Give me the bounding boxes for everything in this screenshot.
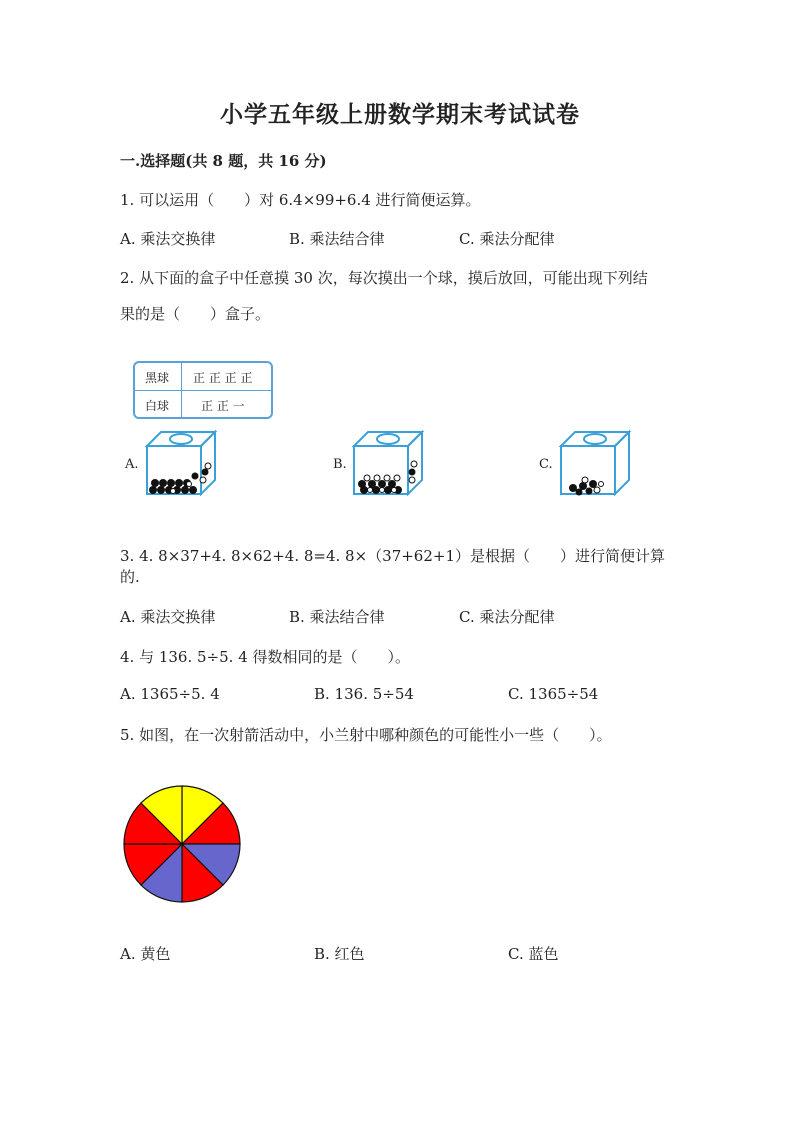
- question-3-option-b: B. 乘法结合律: [289, 608, 385, 626]
- target-wheel-image: [122, 784, 242, 904]
- question-3-text-line1: 3. 4. 8×37+4. 8×62+4. 8=4. 8×（37+62+1）是根据（ ）进行简便计算: [120, 547, 666, 565]
- tally-marks: 正 正 一: [201, 399, 245, 413]
- question-3-option-a: A. 乘法交换律: [120, 608, 216, 626]
- box-label-c: C.: [539, 457, 553, 472]
- tally-row-white: [135, 391, 271, 418]
- question-1-option-b: B. 乘法结合律: [289, 230, 385, 248]
- question-5-option-b: B. 红色: [314, 945, 365, 963]
- ball-box-a-image: [143, 428, 219, 498]
- tally-label: 黑球: [145, 371, 170, 385]
- question-1-option-c: C. 乘法分配律: [459, 230, 555, 248]
- question-5-text: 5. 如图，在一次射箭活动中，小兰射中哪种颜色的可能性小一些（ ）。: [120, 726, 612, 744]
- ball-box-b-image: [350, 428, 426, 498]
- question-5-option-a: A. 黄色: [120, 945, 171, 963]
- tally-table: [133, 361, 273, 419]
- tally-marks: 正 正 正 正: [193, 371, 253, 385]
- tally-label: 白球: [145, 399, 170, 413]
- question-4-text: 4. 与 136. 5÷5. 4 得数相同的是（ ）。: [120, 648, 411, 666]
- question-3-option-c: C. 乘法分配律: [459, 608, 555, 626]
- question-2-text-line1: 2. 从下面的盒子中任意摸 30 次，每次摸出一个球，摸后放回，可能出现下列结: [120, 269, 648, 287]
- question-1-option-a: A. 乘法交换律: [120, 230, 216, 248]
- section-heading: 一.选择题(共 8 题，共 16 分): [120, 152, 327, 170]
- question-5-option-c: C. 蓝色: [508, 945, 559, 963]
- question-4-option-c: C. 1365÷54: [508, 685, 599, 703]
- question-2-text-line2: 果的是（ ）盒子。: [120, 305, 271, 323]
- tally-row-black: [135, 363, 271, 390]
- ball-box-c-image: [557, 428, 633, 498]
- box-label-b: B.: [333, 457, 347, 472]
- page-title: 小学五年级上册数学期末考试试卷: [220, 101, 580, 128]
- question-1-text: 1. 可以运用（ ）对 6.4×99+6.4 进行简便运算。: [120, 191, 481, 209]
- question-4-option-a: A. 1365÷5. 4: [120, 685, 220, 703]
- question-4-option-b: B. 136. 5÷54: [314, 685, 414, 703]
- box-label-a: A.: [125, 457, 139, 472]
- question-3-text-line2: 的.: [120, 568, 140, 586]
